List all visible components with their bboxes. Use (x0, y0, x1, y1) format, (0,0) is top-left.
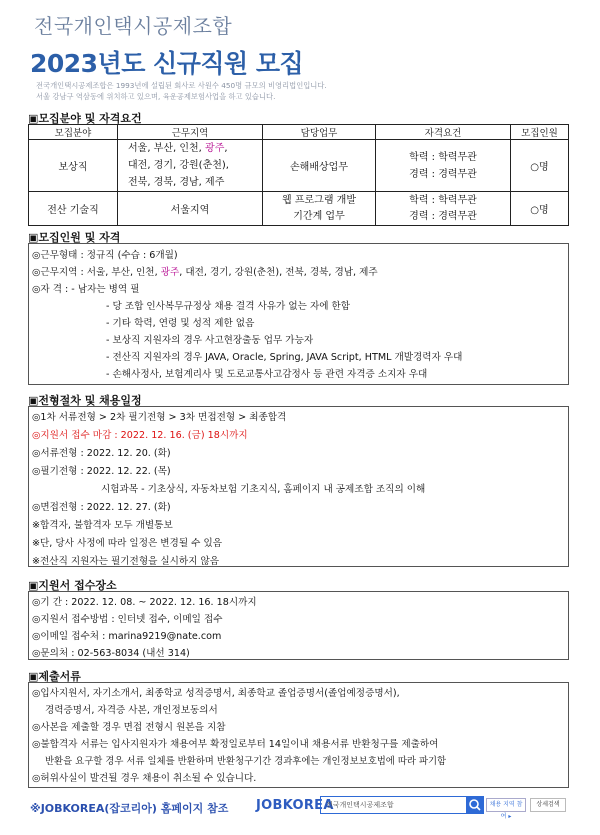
search-button[interactable] (466, 796, 484, 814)
documents-box (28, 682, 569, 788)
field-cell: 보상직 (29, 140, 118, 192)
schedule-box (28, 406, 569, 567)
info-line: ◎허위사실이 발견될 경우 채용이 취소될 수 있습니다. (32, 773, 257, 784)
deadline-line: ◎지원서 접수 마감 : 2022. 12. 16. (금) 18시까지 (32, 430, 248, 441)
email-line: ◎이메일 접수처 : marina9219@nate.com (32, 631, 222, 642)
duty-line: 기간계 업무 (293, 210, 345, 222)
duty-cell (263, 192, 376, 226)
section-title: ▣모집분야 및 자격요건 (28, 112, 142, 125)
qualification-box (28, 243, 569, 385)
org-name: 전국개인택시공제조합 (34, 14, 233, 38)
footer (0, 792, 600, 832)
detail-search-button[interactable]: 상세검색 (530, 798, 566, 812)
recruit-table (28, 124, 569, 226)
info-line: ◎필기전형 : 2022. 12. 22. (목) (32, 466, 171, 477)
table-header: 근무지역 (118, 125, 263, 140)
search-value: 전국개인택시공제조합 (326, 801, 394, 809)
info-line: ◎기 간 : 2022. 12. 08. ~ 2022. 12. 16. 18시까지 (32, 597, 257, 608)
table-row (29, 192, 569, 226)
info-line: ◎서류전형 : 2022. 12. 20. (화) (32, 448, 171, 459)
qual-line: 학력 : 학력무관 (409, 151, 477, 163)
info-line: ◎입사지원서, 자기소개서, 최종학교 성적증명서, 최종학교 졸업증명서(졸업예정증명서), (32, 688, 400, 699)
area-text: 서울, 부산, 인천, (128, 143, 206, 154)
qual-line: 경력 : 경력무관 (409, 168, 477, 180)
table-header: 자격요건 (376, 125, 511, 140)
jobkorea-logo: JOBKOREA (256, 798, 334, 813)
area-highlight: 광주 (205, 143, 225, 154)
count-cell: ○명 (511, 140, 569, 192)
search-input[interactable] (320, 796, 482, 814)
info-line: ※전산직 지원자는 필기전형을 실시하지 않음 (32, 556, 220, 567)
area-line: 대전, 경기, 강원(춘천), (128, 160, 229, 171)
info-highlight: 광주 (160, 267, 180, 278)
info-line: - 보상직 지원자의 경우 사고현장출동 업무 가능자 (106, 335, 314, 346)
application-box (28, 591, 569, 660)
poster-title: 2023년도 신규직원 모집 (30, 49, 304, 78)
info-line: ◎자 격 : - 남자는 병역 필 (32, 284, 140, 295)
section-title: ▣모집인원 및 자격 (28, 231, 121, 244)
region-filter-button[interactable]: 채용 지역 참여 ▸ (486, 798, 526, 812)
info-line: ◎사본을 제출할 경우 면접 전형시 원본을 지참 (32, 722, 226, 733)
info-text: ◎근무지역 : 서울, 부산, 인천, (32, 267, 161, 278)
section-title: ▣지원서 접수장소 (28, 579, 117, 592)
info-line (32, 264, 378, 278)
count-cell: ○명 (511, 192, 569, 226)
section-title: ▣제출서류 (28, 670, 81, 683)
table-row (29, 140, 569, 192)
info-line: ◎1차 서류전형 > 2차 필기전형 > 3차 면접전형 > 최종합격 (32, 412, 287, 423)
table-header: 모집인원 (511, 125, 569, 140)
duty-line: 웹 프로그램 개발 (282, 194, 356, 206)
info-line: 반환을 요구할 경우 서류 일체를 반환하며 반환청구기간 경과후에는 개인정보보호법에 따라 파기함 (45, 756, 447, 767)
info-line: ※단, 당사 사정에 따라 일정은 변경될 수 있음 (32, 538, 222, 549)
area-cell: 서울지역 (118, 192, 263, 226)
search-icon (466, 796, 484, 814)
table-header-row (29, 125, 569, 140)
contact-line: ◎문의처 : 02-563-8034 (내선 314) (32, 648, 190, 659)
poster-header (0, 0, 600, 108)
info-line: ◎불합격자 서류는 입사지원자가 채용여부 확정일로부터 14일이내 채용서류 반환청구를 제출하여 (32, 739, 439, 750)
area-cell (118, 140, 263, 192)
qual-line: 학력 : 학력무관 (409, 194, 477, 206)
intro-line: 전국개인택시공제조합은 1993년에 설립된 회사로 사원수 450명 규모의 비영리법인입니다. (36, 81, 327, 90)
qual-line: 경력 : 경력무관 (409, 210, 477, 222)
info-line: - 손해사정사, 보험계리사 및 도로교통사고감정사 등 관련 자격증 소지자 우대 (106, 369, 428, 380)
info-line: ◎면접전형 : 2022. 12. 27. (화) (32, 502, 171, 513)
info-line: ◎지원서 접수방법 : 인터넷 접수, 이메일 접수 (32, 614, 223, 625)
qual-cell (376, 140, 511, 192)
info-line: ◎근무형태 : 정규직 (수습 : 6개월) (32, 250, 178, 261)
info-line: 경력증명서, 자격증 사본, 개인정보동의서 (45, 705, 218, 716)
org-intro (36, 80, 556, 102)
table-header: 담당업무 (263, 125, 376, 140)
info-text: , 대전, 경기, 강원(춘천), 전북, 경북, 경남, 제주 (179, 267, 378, 278)
area-line: 전북, 경북, 경남, 제주 (128, 177, 225, 188)
table-header: 모집분야 (29, 125, 118, 140)
intro-line: 서울 강남구 역삼동에 위치하고 있으며, 육운공제보험사업을 하고 있습니다. (36, 92, 276, 101)
info-line: ※합격자, 불합격자 모두 개별통보 (32, 520, 173, 531)
info-line: - 기타 학력, 연령 및 성적 제한 없음 (106, 318, 255, 329)
section-title: ▣전형절차 및 채용일정 (28, 394, 142, 407)
field-cell: 전산 기술직 (29, 192, 118, 226)
qual-cell (376, 192, 511, 226)
info-line: - 당 조합 인사복무규정상 채용 결격 사유가 없는 자에 한함 (106, 301, 351, 312)
area-line (128, 140, 260, 157)
info-line: 시험과목 - 기초상식, 자동차보험 기초지식, 홈페이지 내 공제조합 조직의 이해 (101, 484, 426, 495)
jobkorea-note: ※JOBKOREA(잡코리아) 홈페이지 참조 (30, 802, 229, 815)
duty-cell: 손해배상업무 (263, 140, 376, 192)
info-line: - 전산직 지원자의 경우 JAVA, Oracle, Spring, JAVA Script, HTML 개발경력자 우대 (106, 352, 463, 363)
area-text: , (224, 143, 228, 154)
